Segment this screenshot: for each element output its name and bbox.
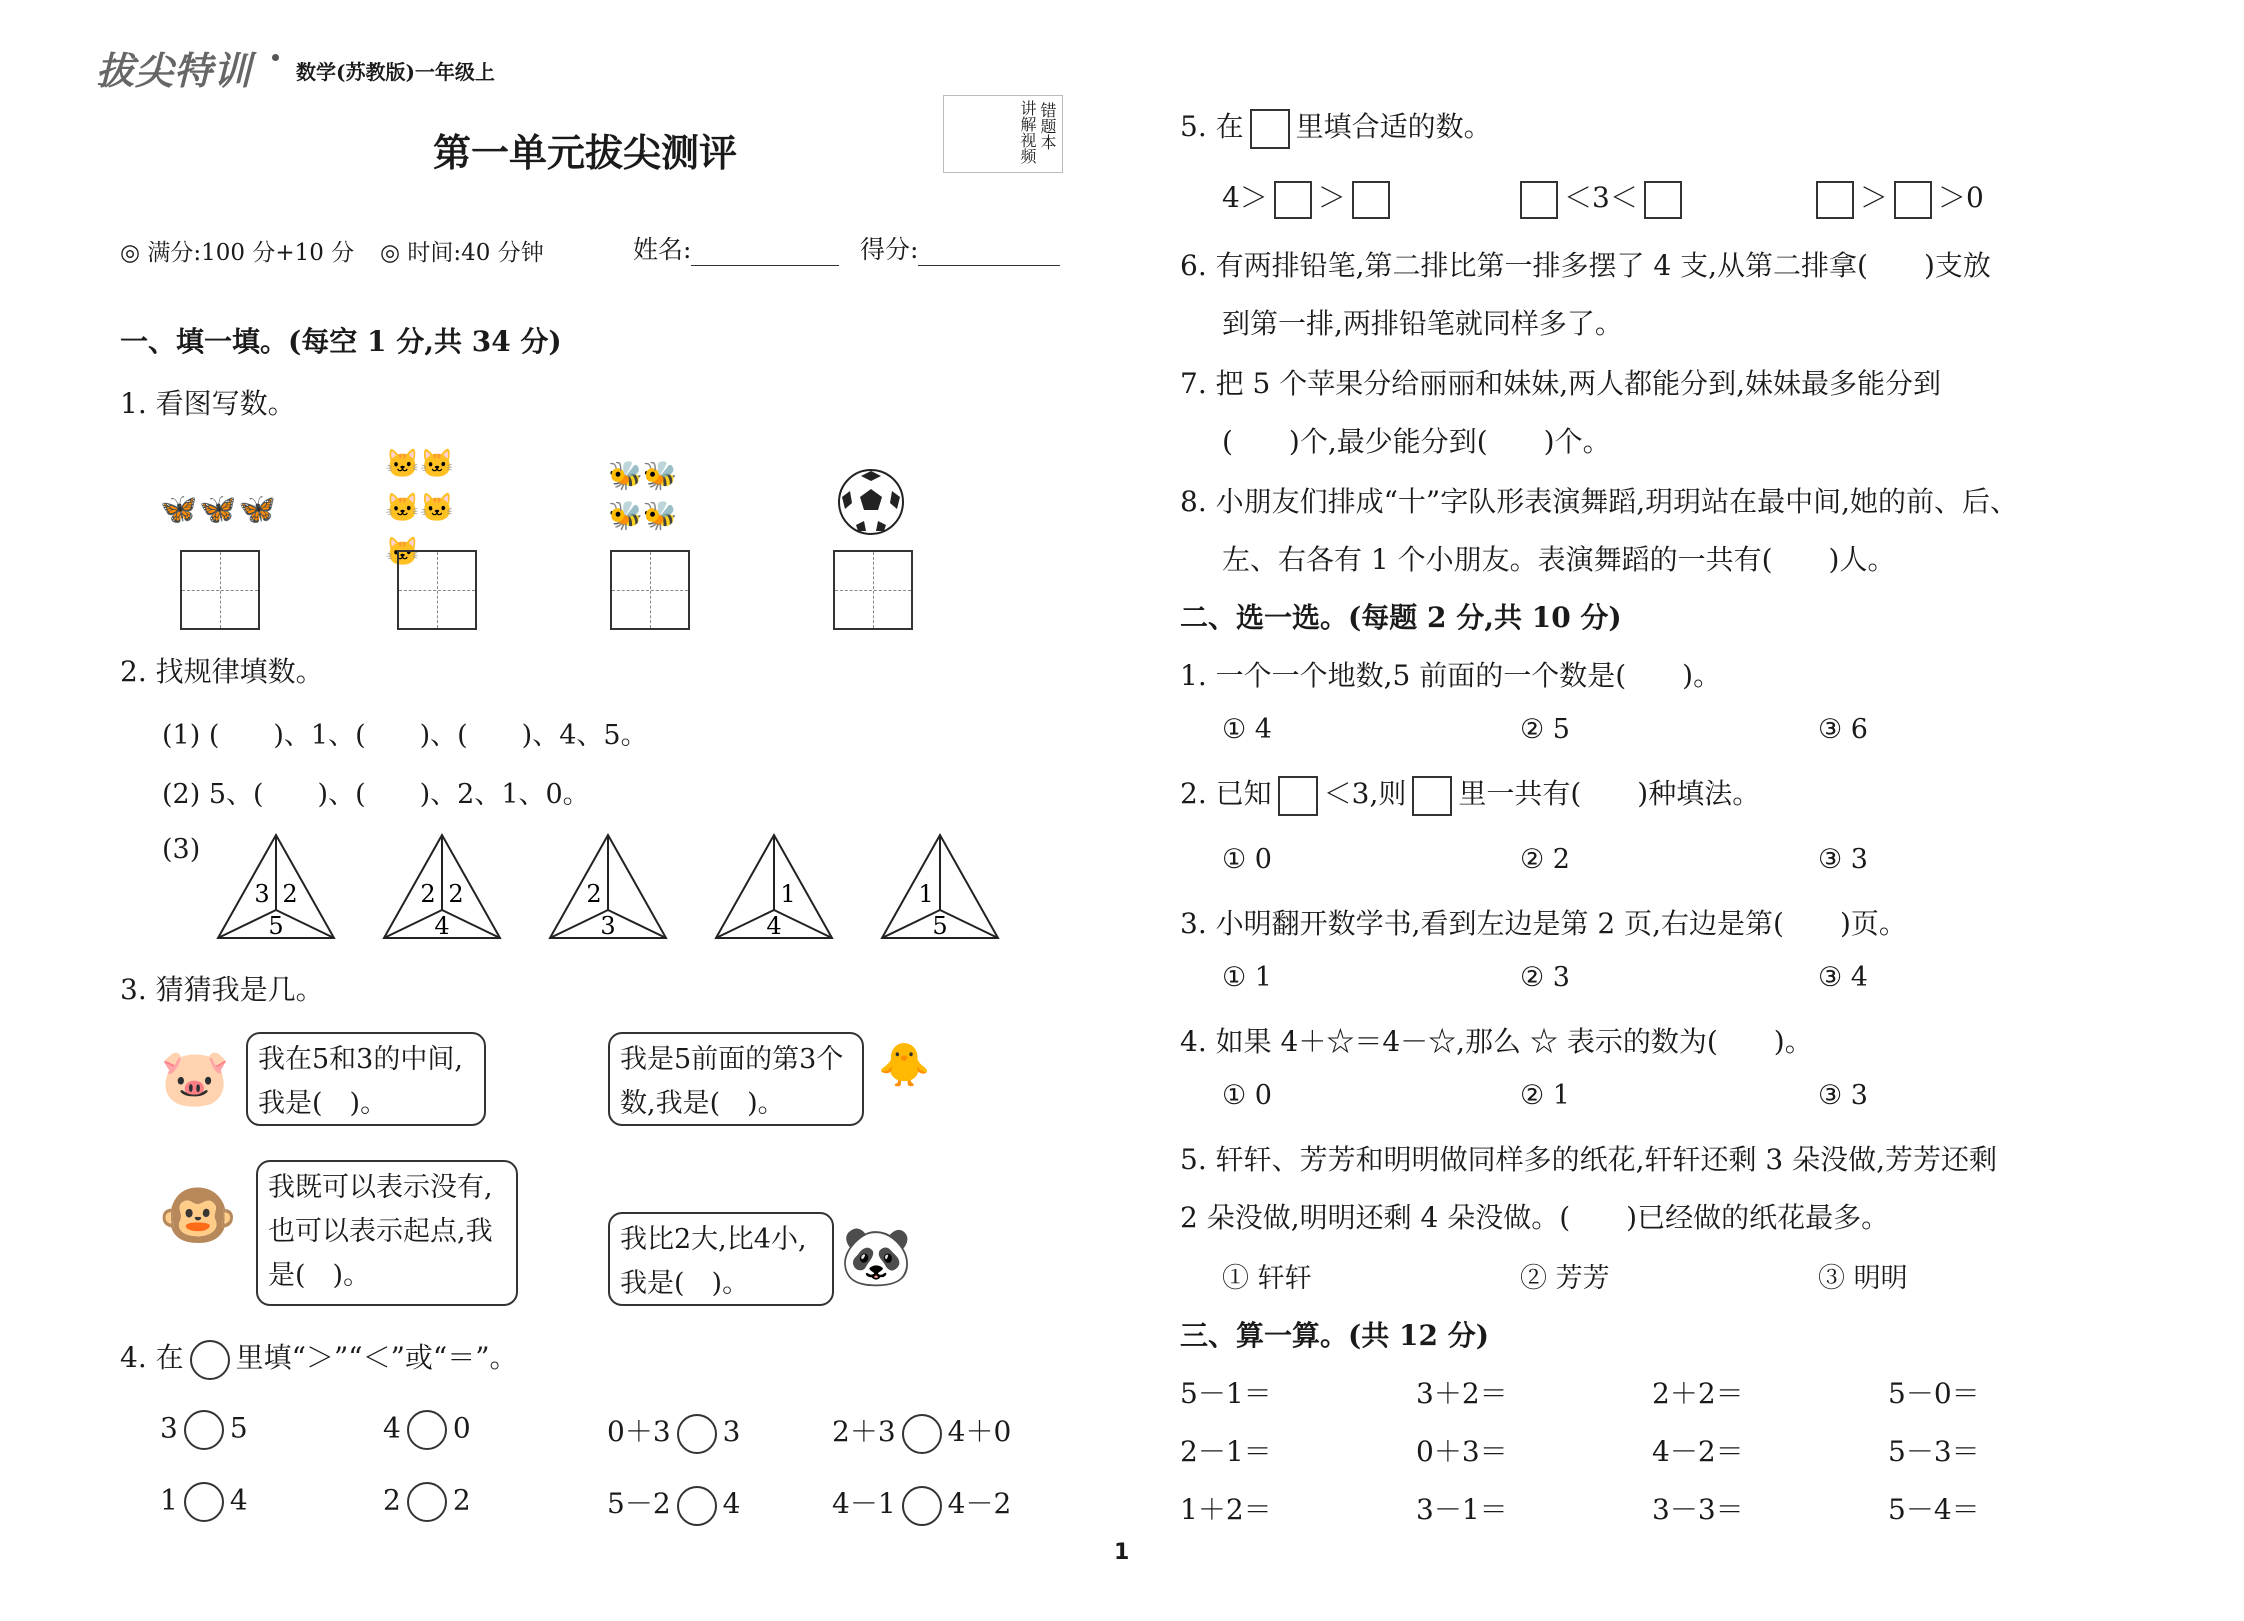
s2-q4-opt1[interactable]: ① 0	[1222, 1080, 1272, 1111]
compare-left: 2	[383, 1483, 401, 1517]
speech-bubble-2[interactable]: 我是5前面的第3个数,我是( )。	[608, 1032, 864, 1126]
answer-box	[1412, 776, 1452, 816]
answer-box[interactable]	[1644, 181, 1682, 219]
compare-circle[interactable]	[184, 1410, 224, 1450]
speech-bubble-1[interactable]: 我在5和3的中间,我是( )。	[246, 1032, 486, 1126]
triangle-bottom: 4	[434, 912, 450, 940]
compare-right: 3	[722, 1415, 741, 1448]
s2-q3: 3. 小明翻开数学书,看到左边是第 2 页,右边是第( )页。	[1180, 907, 1907, 940]
butterfly-icon: 🦋	[160, 492, 200, 527]
s2-q5-line1: 5. 轩轩、芳芳和明明做同样多的纸花,轩轩还剩 3 朵没做,芳芳还剩	[1180, 1143, 1998, 1176]
calc-item[interactable]: 1＋2＝	[1180, 1493, 1272, 1526]
q5-item-a: 4＞ ＞	[1222, 176, 1396, 219]
compare-right: 4＋0	[947, 1415, 1012, 1448]
answer-box[interactable]	[1352, 181, 1390, 219]
compare-left: 2＋3	[832, 1415, 896, 1448]
compare-right: 5	[229, 1411, 248, 1445]
calc-item[interactable]: 3－1＝	[1416, 1493, 1508, 1526]
name-line[interactable]	[691, 235, 839, 266]
triangle-puzzle[interactable]	[384, 835, 500, 940]
score-label: 得分:	[860, 235, 919, 264]
s2-q2-opt2[interactable]: ② 2	[1520, 844, 1570, 875]
compare-right: 0	[452, 1411, 471, 1445]
speech-bubble-4[interactable]: 我比2大,比4小,我是( )。	[608, 1212, 834, 1306]
calc-item[interactable]: 3＋2＝	[1416, 1377, 1508, 1410]
q8-line1: 8. 小朋友们排成“十”字队形表演舞蹈,玥玥站在最中间,她的前、后、	[1180, 485, 2019, 518]
compare-item	[160, 1410, 248, 1450]
compare-circle[interactable]	[677, 1486, 717, 1526]
q5-pre: 5. 在	[1180, 110, 1244, 143]
page-number: 1	[1114, 1540, 1130, 1565]
compare-left: 5－2	[607, 1487, 671, 1520]
logo: 拔尖特训	[96, 49, 253, 93]
triangle-top-left: 2	[420, 880, 436, 908]
triangle-top-right: 1	[780, 880, 796, 908]
triangle-bottom: 5	[268, 912, 284, 940]
compare-circle[interactable]	[902, 1414, 942, 1454]
q4-circle-sample	[190, 1340, 230, 1380]
calc-item[interactable]: 5－4＝	[1888, 1493, 1980, 1526]
triangle-top-right: 2	[282, 880, 298, 908]
calc-item[interactable]: 0＋3＝	[1416, 1435, 1508, 1468]
video-box-label-2: 讲解视频	[1018, 100, 1037, 164]
compare-circle[interactable]	[184, 1482, 224, 1522]
q4-post: 里填“＞”“＜”或“＝”。	[235, 1341, 518, 1374]
bee-icon: 🐝	[608, 499, 643, 532]
compare-left: 3	[160, 1411, 178, 1445]
full-score: ◎ 满分:100 分+10 分	[120, 240, 355, 266]
calc-item[interactable]: 5－3＝	[1888, 1435, 1980, 1468]
name-label: 姓名:	[633, 235, 692, 264]
cat-icon: 🐱	[385, 535, 420, 568]
cat-icon: 🐱	[419, 491, 455, 524]
triangle-puzzle[interactable]	[882, 835, 998, 940]
pig-icon: 🐷	[160, 1046, 230, 1111]
s2-q2-opt3[interactable]: ③ 3	[1818, 844, 1868, 875]
compare-item	[607, 1482, 740, 1526]
triangle-bottom: 4	[766, 912, 782, 940]
calc-item[interactable]: 5－0＝	[1888, 1377, 1980, 1410]
cat-icon: 🐱	[419, 447, 455, 480]
section2-heading: 二、选一选。(每题 2 分,共 10 分)	[1180, 601, 1622, 634]
calc-item[interactable]: 3－3＝	[1652, 1493, 1744, 1526]
compare-right: 2	[452, 1483, 471, 1517]
section3-heading: 三、算一算。(共 12 分)	[1180, 1319, 1489, 1352]
compare-circle[interactable]	[407, 1482, 447, 1522]
triangle-puzzle[interactable]	[550, 835, 666, 940]
triangle-bottom: 5	[932, 912, 948, 940]
s2-q4-opt3[interactable]: ③ 3	[1818, 1080, 1868, 1111]
q7-line1: 7. 把 5 个苹果分给丽丽和妹妹,两人都能分到,妹妹最多能分到	[1180, 367, 1942, 400]
q5-text	[1180, 105, 1492, 149]
s2-q2-opt1[interactable]: ① 0	[1222, 844, 1272, 875]
chick-icon: 🐥	[878, 1040, 931, 1089]
triangle-puzzle[interactable]	[716, 835, 832, 940]
s2-q1-opt3[interactable]: ③ 6	[1818, 714, 1868, 745]
s2-q5-opt1[interactable]: ① 轩轩	[1222, 1263, 1312, 1294]
calc-item[interactable]: 2－1＝	[1180, 1435, 1272, 1468]
time-limit: ◎ 时间:40 分钟	[380, 240, 544, 266]
butterflies-image	[160, 492, 278, 527]
q3-text: 3. 猜猜我是几。	[120, 973, 324, 1006]
soccer-ball-icon	[836, 467, 906, 537]
triangle-puzzle[interactable]	[218, 835, 334, 940]
triangle-top-left: 3	[254, 880, 270, 908]
answer-box[interactable]	[1274, 181, 1312, 219]
butterfly-icon: 🦋	[199, 492, 239, 527]
s2-q1: 1. 一个一个地数,5 前面的一个数是( )。	[1180, 659, 1722, 692]
compare-item	[832, 1410, 1011, 1454]
compare-item	[832, 1482, 1011, 1526]
q7-line2[interactable]: ( )个,最少能分到( )个。	[1222, 425, 1611, 458]
compare-item	[383, 1482, 471, 1522]
compare-left: 1	[160, 1483, 178, 1517]
monkey-icon: 🐵	[158, 1179, 238, 1253]
triangle-top-left: 1	[918, 880, 934, 908]
q1-text: 1. 看图写数。	[120, 387, 296, 420]
s2-q5-opt3[interactable]: ③ 明明	[1818, 1263, 1908, 1294]
section1-heading: 一、填一填。(每空 1 分,共 34 分)	[120, 325, 562, 358]
header-dot	[272, 54, 279, 61]
panda-icon: 🐼	[840, 1222, 913, 1290]
q2-3-label: (3)	[162, 834, 201, 865]
compare-left: 4－1	[832, 1487, 896, 1520]
q6-line1[interactable]: 6. 有两排铅笔,第二排比第一排多摆了 4 支,从第二排拿( )支放	[1180, 249, 1991, 282]
s2-q2: 2. 已知 ＜3,则 里一共有( )种填法。	[1180, 772, 1760, 816]
compare-left: 4	[383, 1411, 401, 1445]
compare-right: 4	[229, 1483, 248, 1517]
q5-box-sample	[1250, 109, 1290, 149]
compare-right: 4	[722, 1487, 741, 1520]
s2-q5-line2: 2 朵没做,明明还剩 4 朵没做。( )已经做的纸花最多。	[1180, 1201, 1890, 1234]
q5-post: 里填合适的数。	[1295, 110, 1492, 143]
q2-1-text[interactable]: (1) ( )、1、( )、( )、4、5。	[162, 720, 648, 751]
header-subject: 数学(苏教版)一年级上	[296, 60, 495, 84]
q5-item-c: ＞ ＞0	[1810, 176, 1984, 219]
butterfly-icon: 🦋	[238, 492, 279, 527]
answer-box[interactable]	[1894, 181, 1932, 219]
bee-icon: 🐝	[608, 459, 643, 492]
s2-q1-opt2[interactable]: ② 5	[1520, 714, 1570, 745]
answer-grid-butterflies[interactable]	[180, 550, 260, 630]
answer-grid-cats[interactable]	[397, 550, 477, 630]
q4-text	[120, 1336, 518, 1380]
s2-q3-opt2[interactable]: ② 3	[1520, 962, 1570, 993]
q8-line2[interactable]: 左、右各有 1 个小朋友。表演舞蹈的一共有( )人。	[1222, 543, 1896, 576]
q2-2-text[interactable]: (2) 5、( )、( )、2、1、0。	[162, 779, 590, 810]
calc-item[interactable]: 5－1＝	[1180, 1377, 1272, 1410]
triangle-top-left: 2	[586, 880, 602, 908]
compare-left: 0＋3	[607, 1415, 671, 1448]
score-line[interactable]	[918, 235, 1060, 266]
s2-q1-opt1[interactable]: ① 4	[1222, 714, 1272, 745]
compare-item	[160, 1482, 248, 1522]
bee-icon: 🐝	[642, 459, 678, 492]
triangle-bottom: 3	[600, 912, 616, 940]
s2-q3-opt3[interactable]: ③ 4	[1818, 962, 1868, 993]
name-field[interactable]	[633, 230, 839, 266]
compare-circle[interactable]	[407, 1410, 447, 1450]
q2-text: 2. 找规律填数。	[120, 655, 324, 688]
answer-box[interactable]	[1520, 181, 1558, 219]
page-title: 第一单元拔尖测评	[433, 130, 738, 175]
bee-icon: 🐝	[642, 499, 678, 532]
s2-q4-opt2[interactable]: ② 1	[1520, 1080, 1570, 1111]
video-box[interactable]	[943, 95, 1063, 173]
answer-box	[1278, 776, 1318, 816]
compare-item	[607, 1410, 740, 1454]
triangle-top-right: 2	[448, 880, 464, 908]
calc-item[interactable]: 4－2＝	[1652, 1435, 1744, 1468]
compare-circle[interactable]	[902, 1486, 942, 1526]
q6-line2: 到第一排,两排铅笔就同样多了。	[1222, 307, 1623, 340]
answer-box[interactable]	[1816, 181, 1854, 219]
cat-icon: 🐱	[385, 447, 420, 480]
answer-grid-bees[interactable]	[610, 550, 690, 630]
cat-icon: 🐱	[385, 491, 420, 524]
compare-item	[383, 1410, 471, 1450]
video-box-label-1: 错题本	[1038, 102, 1057, 150]
s2-q4: 4. 如果 4＋☆＝4－☆,那么 ☆ 表示的数为( )。	[1180, 1025, 1813, 1058]
compare-circle[interactable]	[677, 1414, 717, 1454]
speech-bubble-3[interactable]: 我既可以表示没有,也可以表示起点,我是( )。	[256, 1160, 518, 1306]
s2-q3-opt1[interactable]: ① 1	[1222, 962, 1272, 993]
bees-image	[608, 456, 688, 536]
q5-item-b: ＜3＜	[1514, 176, 1688, 219]
compare-right: 4－2	[947, 1487, 1012, 1520]
triangle-puzzles	[210, 830, 1010, 945]
s2-q5-opt2[interactable]: ② 芳芳	[1520, 1263, 1610, 1294]
calc-item[interactable]: 2＋2＝	[1652, 1377, 1744, 1410]
q4-pre: 4. 在	[120, 1341, 184, 1374]
answer-grid-ball[interactable]	[833, 550, 913, 630]
score-field[interactable]	[860, 230, 1060, 266]
